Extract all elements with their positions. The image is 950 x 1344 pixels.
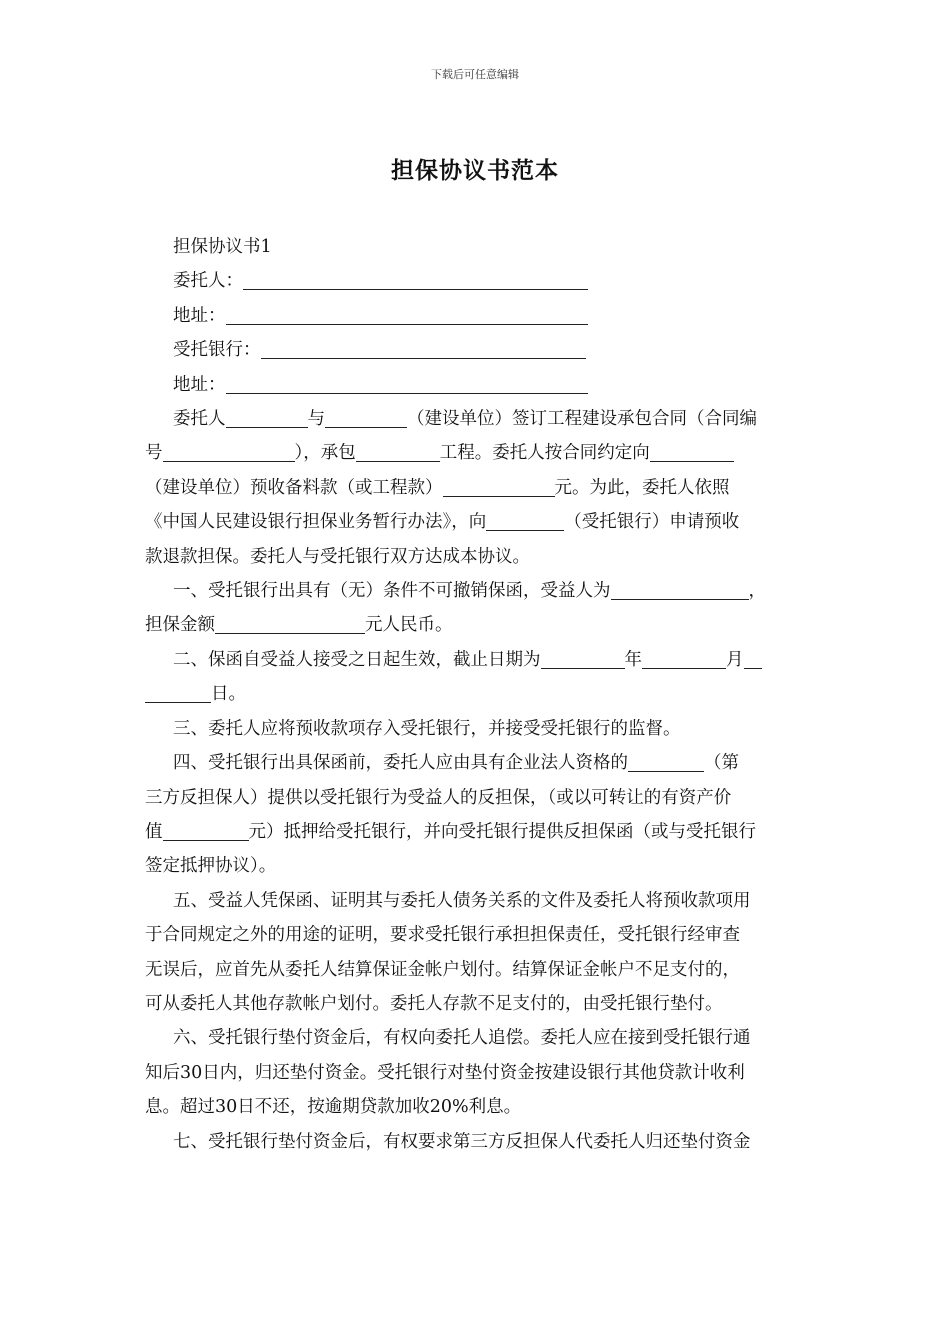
blank <box>628 749 704 772</box>
paragraph-line <box>145 505 807 539</box>
blank <box>443 474 555 497</box>
text-run: 年 <box>624 649 642 670</box>
client-field <box>145 264 807 298</box>
clause-1-line <box>145 608 807 642</box>
text-run: （建设单位）预收备料款（或工程款） <box>145 477 443 498</box>
blank <box>325 405 407 428</box>
client-address-field <box>145 299 807 333</box>
text-run: 日。 <box>211 684 246 705</box>
text-run: ， <box>748 581 766 602</box>
paragraph-line <box>145 436 807 470</box>
text-run: 担保金额 <box>145 615 215 636</box>
clause-6-line: 六、受托银行垫付资金后，有权向委托人追偿。委托人应在接到受托银行通 <box>173 1028 751 1049</box>
text-run: 元人民币。 <box>365 615 453 636</box>
client-address-blank <box>226 302 588 325</box>
paragraph-line <box>145 471 807 505</box>
blank <box>163 439 295 462</box>
text-run: 月 <box>726 649 744 670</box>
bank-address-blank <box>226 371 588 394</box>
text-run: 工程。委托人按合同约定向 <box>439 443 650 464</box>
text-run: 二、保函自受益人接受之日起生效，截止日期为 <box>173 649 541 670</box>
text-run: 四、受托银行出具保函前，委托人应由具有企业法人资格的 <box>173 753 628 774</box>
blank <box>163 818 249 841</box>
blank <box>486 508 564 531</box>
day-blank <box>145 680 211 703</box>
text-run: 号 <box>145 443 163 464</box>
blank <box>226 405 308 428</box>
month-blank <box>642 646 726 669</box>
address-label: 地址： <box>173 305 226 326</box>
clause-2-line <box>145 677 807 711</box>
text-run: 元）抵押给受托银行，并向受托银行提供反担保函（或与受托银行 <box>248 821 756 842</box>
text-run: （建设单位）签订工程建设承包合同（合同编 <box>407 409 757 430</box>
beneficiary-blank <box>611 577 749 600</box>
clause-3-line: 三、委托人应将预收款项存入受托银行，并接受受托银行的监督。 <box>173 718 681 739</box>
clause-4-line <box>145 746 807 780</box>
bank-blank <box>261 336 586 359</box>
address-label: 地址： <box>173 374 226 395</box>
text-run: 值 <box>145 821 163 842</box>
bank-field <box>145 333 807 367</box>
clause-5-line: 五、受益人凭保函、证明其与委托人债务关系的文件及委托人将预收款项用 <box>173 890 751 911</box>
day-blank <box>744 646 762 669</box>
text-run: 委托人 <box>173 409 226 430</box>
document-body <box>145 230 807 1159</box>
text-run: 与 <box>307 409 325 430</box>
clause-6-line: 息。超过30日不还，按逾期贷款加收20%利息。 <box>145 1097 522 1118</box>
paragraph-line <box>145 402 807 436</box>
bank-label: 受托银行： <box>173 340 261 361</box>
text-run: 一、受托银行出具有（无）条件不可撤销保函，受益人为 <box>173 581 611 602</box>
clause-5-line: 可从委托人其他存款帐户划付。委托人存款不足支付的，由受托银行垫付。 <box>145 993 723 1014</box>
blank <box>356 439 440 462</box>
clause-1-line <box>145 574 807 608</box>
clause-5-line: 于合同规定之外的用途的证明，要求受托银行承担担保责任，受托银行经审查 <box>145 925 740 946</box>
download-note: 下载后可任意编辑 <box>431 68 519 81</box>
text-run: ），承包 <box>294 443 356 464</box>
text-run: 《中国人民建设银行担保业务暂行办法》，向 <box>145 512 487 533</box>
clause-7-line: 七、受托银行垫付资金后，有权要求第三方反担保人代委托人归还垫付资金 <box>173 1131 751 1152</box>
clause-4-line: 三方反担保人）提供以受托银行为受益人的反担保，（或以可转让的有资产价 <box>145 787 732 808</box>
paragraph-line: 款退款担保。委托人与受托银行双方达成本协议。 <box>145 546 530 567</box>
document-title: 担保协议书范本 <box>391 157 559 184</box>
year-blank <box>541 646 625 669</box>
section-title: 担保协议书1 <box>173 237 272 257</box>
clause-6-line: 知后30日内，归还垫付资金。受托银行对垫付资金按建设银行其他贷款计收利 <box>145 1062 745 1083</box>
clause-4-line: 签定抵押协议）。 <box>145 856 277 877</box>
text-run: 元。为此，委托人依照 <box>554 477 730 498</box>
bank-address-field <box>145 368 807 402</box>
client-blank <box>243 267 588 290</box>
text-run: （受托银行）申请预收 <box>564 512 740 533</box>
text-run: （第 <box>704 753 739 774</box>
amount-blank <box>215 611 365 634</box>
clause-5-line: 无误后，应首先从委托人结算保证金帐户划付。结算保证金帐户不足支付的， <box>145 959 740 980</box>
clause-4-line <box>145 815 807 849</box>
clause-2-line <box>145 643 807 677</box>
blank <box>650 439 734 462</box>
client-label: 委托人： <box>173 271 243 292</box>
